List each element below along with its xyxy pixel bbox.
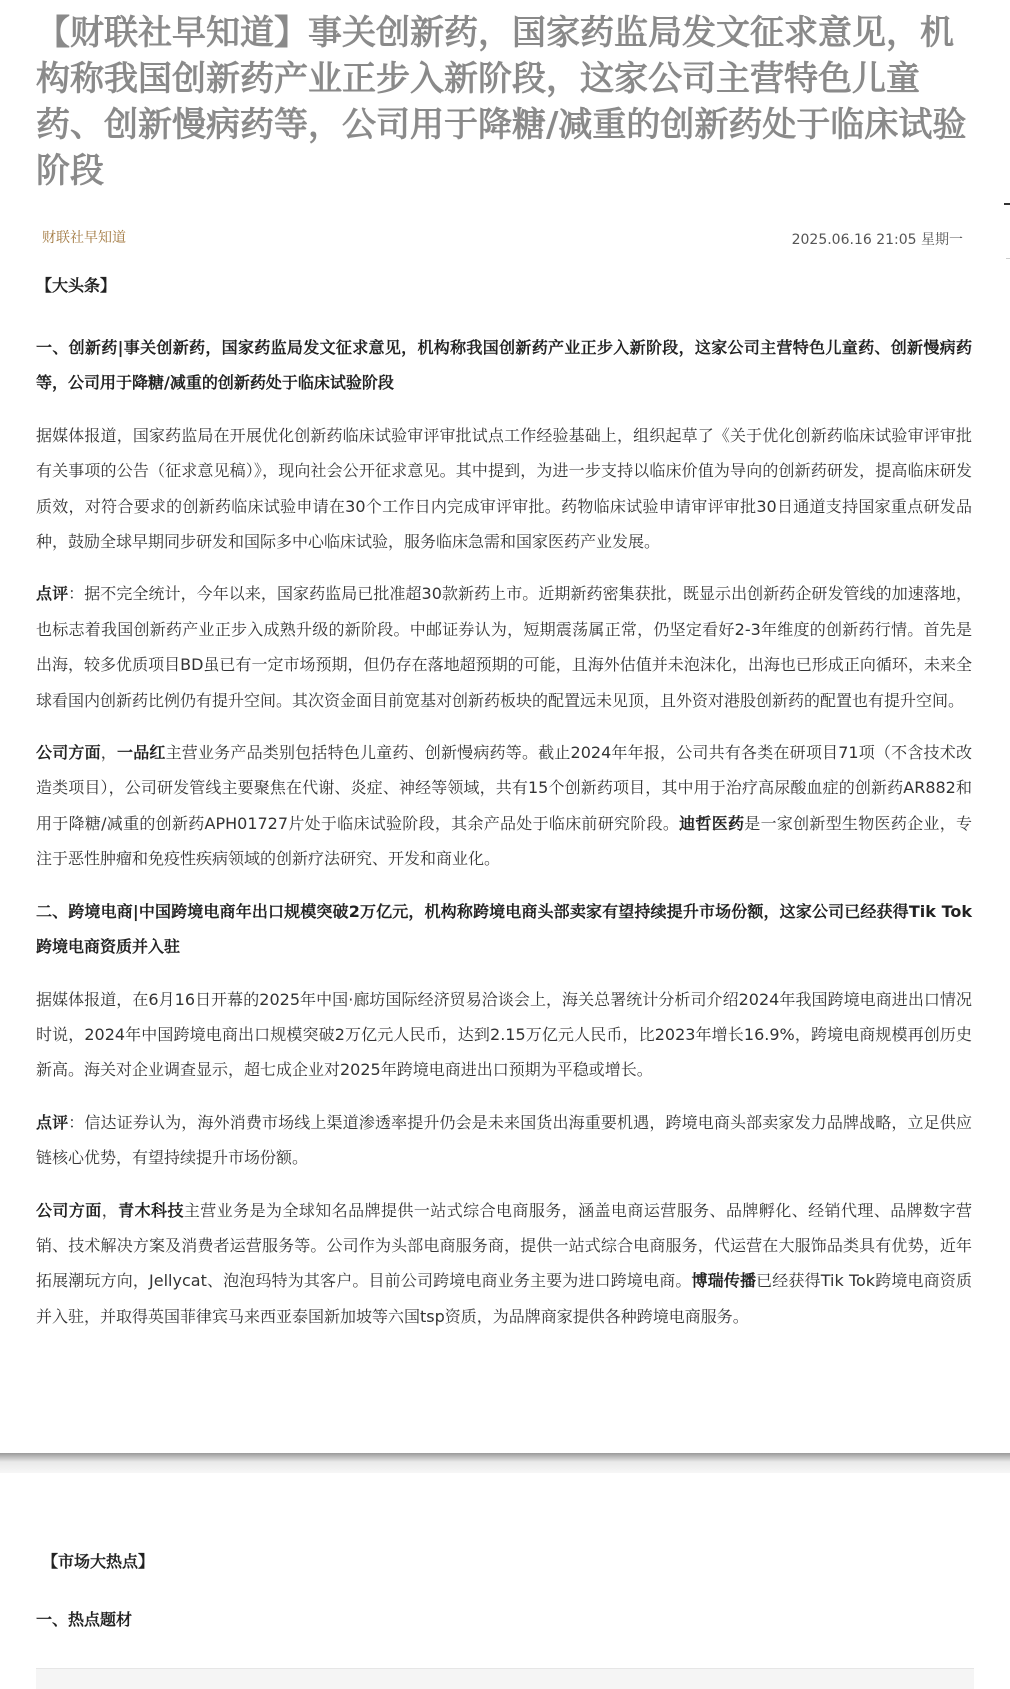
market-panel <box>0 1473 1010 1680</box>
company-name: 一品红 <box>117 743 166 763</box>
company-name: 博瑞传播 <box>691 1271 757 1291</box>
market-subtitle: 一、热点题材 <box>36 1610 133 1629</box>
article-source[interactable]: 财联社早知道 <box>42 230 126 246</box>
comment-text: ：据不完全统计，今年以来，国家药监局已批准超30款新药上市。近期新药密集获批，既显示出创新药企研发管线的加速落地，也标志着我国创新药产业正步入成熟升级的新阶段。中邮证券认为，短期震荡属正常，仍坚定看好2-3年维度的创新药行情。首先是出海，较多优质项目BD虽已有一定市场预期，但仍存在落地超预期的可能，且海外估值并未泡沫化，出海也已形成正向循环，未来全球看国内创新药比例仍有提升空间。其次资金面目前宽基对创新药板块的配置远未见顶，且外资对港股创新药的配置也有提升空间。 <box>36 584 972 710</box>
article-title: 【财联社早知道】事关创新药，国家药监局发文征求意见，机构称我国创新药产业正步入新阶段，这家公司主营特色儿童药、创新慢病药等，公司用于降糖/减重的创新药处于临床试验阶段 <box>36 13 967 191</box>
item2-heading: 二、跨境电商|中国跨境电商年出口规模突破2万亿元，机构称跨境电商头部卖家有望持续提升市场份额，这家公司已经获得Tik Tok跨境电商资质并入驻 <box>36 901 972 957</box>
scroll-indicator-secondary <box>1006 258 1010 259</box>
item2-company: 公司方面，青木科技主营业务是为全球知名品牌提供一站式综合电商服务，涵盖电商运营服务、品牌孵化、经销代理、品牌数字营销、技术解决方案及消费者运营服务等。公司作为头部电商服务商，提供一站式综合电商服务，代运营在大服饰品类具有优势，近年拓展潮玩方向，Jellycat、泡泡玛特为其客户。目前公司跨境电商业务主要为进口跨境电商。博瑞传播已经获得Tik Tok跨境电商资质并入驻，并取得英国菲律宾马来西亚泰国新加坡等六国tsp资质，为品牌商家提供各种跨境电商服务。 <box>36 1200 972 1326</box>
company-text: 主营业务是为全球知名品牌提供一站式综合电商服务，涵盖电商运营服务、品牌孵化、经销代理、品牌数字营销、技术解决方案及消费者运营服务等。公司作为头部电商服务商，提供一站式综合电商服务，代运营在大服饰品类具有优势，近年拓展潮玩方向，Jellycat、泡泡玛特为其客户。目前公司跨境电商业务主要为进口跨境电商。 <box>36 1200 972 1291</box>
item1-heading: 一、创新药|事关创新药，国家药监局发文征求意见，机构称我国创新药产业正步入新阶段，这家公司主营特色儿童药、创新慢病药等，公司用于降糖/减重的创新药处于临床试验阶段 <box>36 338 972 393</box>
item1-news: 据媒体报道，国家药监局在开展优化创新药临床试验审评审批试点工作经验基础上，组织起草了《关于优化创新药临床试验审评审批有关事项的公告（征求意见稿）》，现向社会公开征求意见。其中提到，为进一步支持以临床价值为导向的创新药研发，提高临床研发质效，对符合要求的创新药临床试验申请在30个工作日内完成审评审批。药物临床试验申请审评审批30日通道支持国家重点研发品种，鼓励全球早期同步研发和国际多中心临床试验，服务临床急需和国家医药产业发展。 <box>36 425 972 552</box>
company-label: 公司方面 <box>36 743 101 763</box>
article-datetime: 2025.06.16 21:05 星期一 <box>791 232 963 248</box>
item1-company: 公司方面，一品红主营业务产品类别包括特色儿童药、创新慢病药等。截止2024年年报，公司共有各类在研项目71项（不含技术改造类项目），公司研发管线主要聚焦在代谢、炎症、神经等领域，共有15个创新药项目，其中用于治疗高尿酸血症的创新药AR882和用于降糖/减重的创新药APH01727片处于临床试验阶段，其余产品处于临床前研究阶段。迪哲医药是一家创新型生物医药企业，专注于恶性肿瘤和免疫性疾病领域的创新疗法研究、开发和商业化。 <box>36 743 972 869</box>
item2-news: 据媒体报道，在6月16日开幕的2025年中国·廊坊国际经济贸易洽谈会上，海关总署统计分析司介绍2024年我国跨境电商进出口情况时说，2024年中国跨境电商出口规模突破2万亿元人民币，达到2.15万亿元人民币，比2023年增长16.9%，跨境电商规模再创历史新高。海关对企业调查显示，超七成企业对2025年跨境电商进出口预期为平稳或增长。 <box>36 989 972 1080</box>
market-section-title: 【市场大热点】 <box>42 1552 155 1571</box>
company-name: 青木科技 <box>118 1200 184 1220</box>
company-text: 已经获得Tik Tok跨境电商资质并入驻，并取得英国菲律宾马来西亚泰国新加坡等六国tsp资质，为品牌商家提供各种跨境电商服务。 <box>36 1271 972 1326</box>
company-name: 迪哲医药 <box>679 813 745 833</box>
company-text: 主营业务产品类别包括特色儿童药、创新慢病药等。截止2024年年报，公司共有各类在研项目71项（不含技术改造类项目），公司研发管线主要聚焦在代谢、炎症、神经等领域，共有15个创新药项目，其中用于治疗高尿酸血症的创新药AR882和用于降糖/减重的创新药APH01727片处于临床试验阶段，其余产品处于临床前研究阶段。 <box>36 743 972 833</box>
comment-text: ：信达证券认为，海外消费市场线上渠道渗透率提升仍会是未来国货出海重要机遇，跨境电商头部卖家发力品牌战略，立足供应链核心优势，有望持续提升市场份额。 <box>36 1112 972 1168</box>
comment-label: 点评 <box>36 584 69 604</box>
article-body <box>36 272 972 1351</box>
section-title-headline: 【大头条】 <box>36 276 117 295</box>
item2-comment <box>36 1105 972 1176</box>
item1-comment <box>36 576 972 718</box>
comment-label: 点评 <box>36 1112 69 1132</box>
company-label: 公司方面 <box>36 1200 102 1220</box>
scroll-indicator <box>1004 203 1010 205</box>
company-text: 是一家创新型生物医药企业，专注于恶性肿瘤和免疫性疾病领域的创新疗法研究、开发和商业化。 <box>36 813 972 869</box>
content-box <box>36 1668 974 1689</box>
page-divider <box>0 1453 1010 1473</box>
